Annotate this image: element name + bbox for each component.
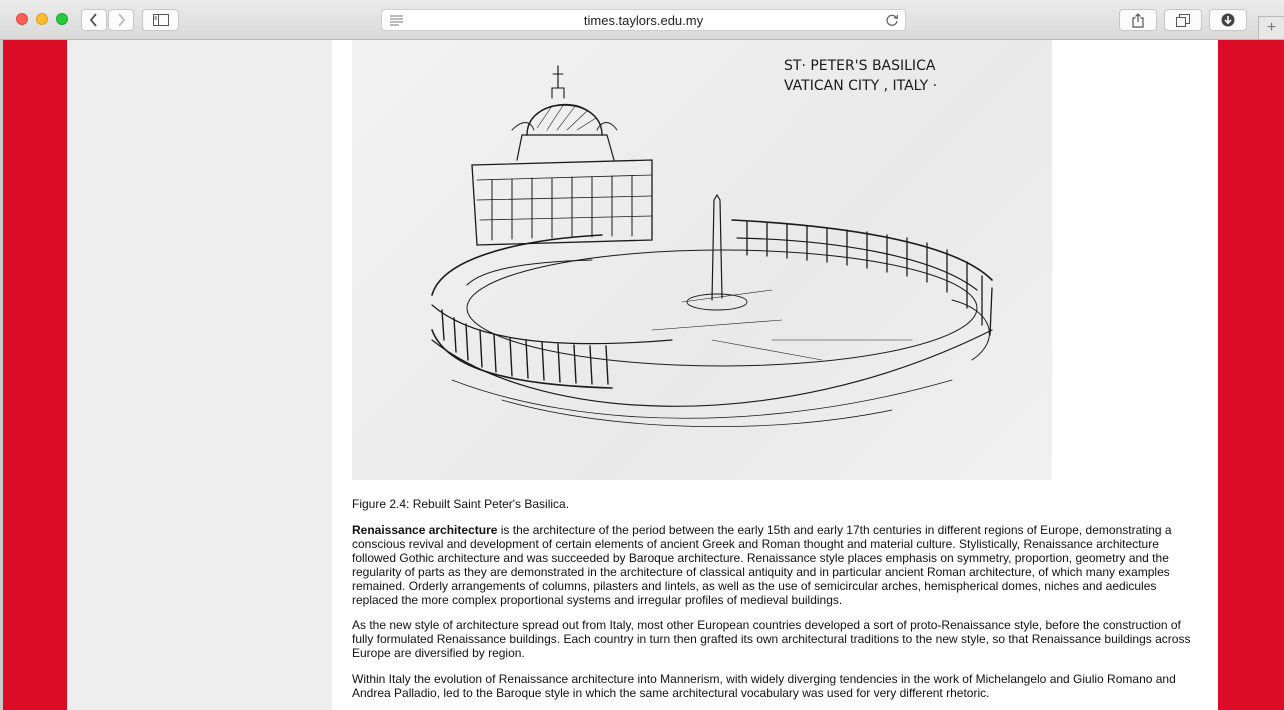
back-button[interactable] bbox=[81, 9, 107, 31]
close-window-button[interactable] bbox=[16, 13, 28, 25]
article-content bbox=[332, 40, 1218, 710]
tabs-overview-icon bbox=[1176, 14, 1190, 27]
download-icon bbox=[1221, 13, 1235, 27]
share-icon bbox=[1132, 13, 1144, 28]
share-button[interactable] bbox=[1119, 9, 1157, 31]
basilica-sketch-drawing bbox=[352, 40, 1052, 480]
figure-caption: Figure 2.4: Rebuilt Saint Peter's Basilica. bbox=[352, 497, 570, 511]
new-tab-button[interactable] bbox=[1258, 16, 1284, 40]
zoom-window-button[interactable] bbox=[56, 13, 68, 25]
sketch-label-line2: VATICAN CITY , ITALY · bbox=[784, 78, 938, 94]
paragraph-renaissance bbox=[352, 523, 1197, 607]
paragraph-text: is the architecture of the period between the early 15th and early 17th centuries in different regions of Europe, demonstrating a conscious revival and development of certain elements of ancient Greek and Roman thought and material culture. Stylistically, Renaissance architecture followed Gothic architecture and was succeeded by Baroque architecture. Renaissance style places emphasis on symmetry, proportion, geometry and the regularity of parts as they are demonstrated in the architecture of classical antiquity and in particular ancient Roman architecture, of which many examples remained. Orderly arrangements of columns, pilasters and lintels, as well as the use of semicircular arches, hemispherical domes, niches and aedicules replaced the more complex proportional systems and irregular profiles of medieval buildings. bbox=[352, 523, 1172, 607]
sketch-label-line1: ST· PETER'S BASILICA bbox=[784, 58, 936, 74]
downloads-button[interactable] bbox=[1209, 9, 1247, 31]
bold-term: Renaissance architecture bbox=[352, 523, 498, 537]
reload-icon[interactable] bbox=[885, 13, 899, 27]
sidebar-icon bbox=[153, 14, 169, 26]
show-sidebar-button[interactable] bbox=[142, 9, 179, 31]
address-bar[interactable] bbox=[381, 9, 906, 31]
show-all-tabs-button[interactable] bbox=[1164, 9, 1202, 31]
chevron-right-icon bbox=[116, 13, 126, 27]
browser-toolbar bbox=[0, 0, 1284, 40]
forward-button[interactable] bbox=[108, 9, 134, 31]
minimize-window-button[interactable] bbox=[36, 13, 48, 25]
basilica-sketch-image bbox=[352, 40, 1052, 480]
chevron-left-icon bbox=[89, 13, 99, 27]
plus-icon: + bbox=[1266, 19, 1277, 36]
page-sidebar bbox=[67, 40, 332, 710]
paragraph-spread: As the new style of architecture spread out from Italy, most other European countries developed a sort of proto-Renaissance style, before the construction of fully formulated Renaissance buildings. Each country in turn then grafted its own architectural traditions to the new style, so that Renaissance buildings across Europe are diversified by region. bbox=[352, 618, 1191, 660]
paragraph-mannerism: Within Italy the evolution of Renaissance architecture into Mannerism, with widely diverging tendencies in the work of Michelangelo and Giulio Romano and Andrea Palladio, led to the Baroque style in which the same architectural vocabulary was used for very different rhetoric. bbox=[352, 672, 1176, 700]
url-text[interactable]: times.taylors.edu.my bbox=[583, 13, 704, 28]
window-edge bbox=[0, 40, 3, 710]
